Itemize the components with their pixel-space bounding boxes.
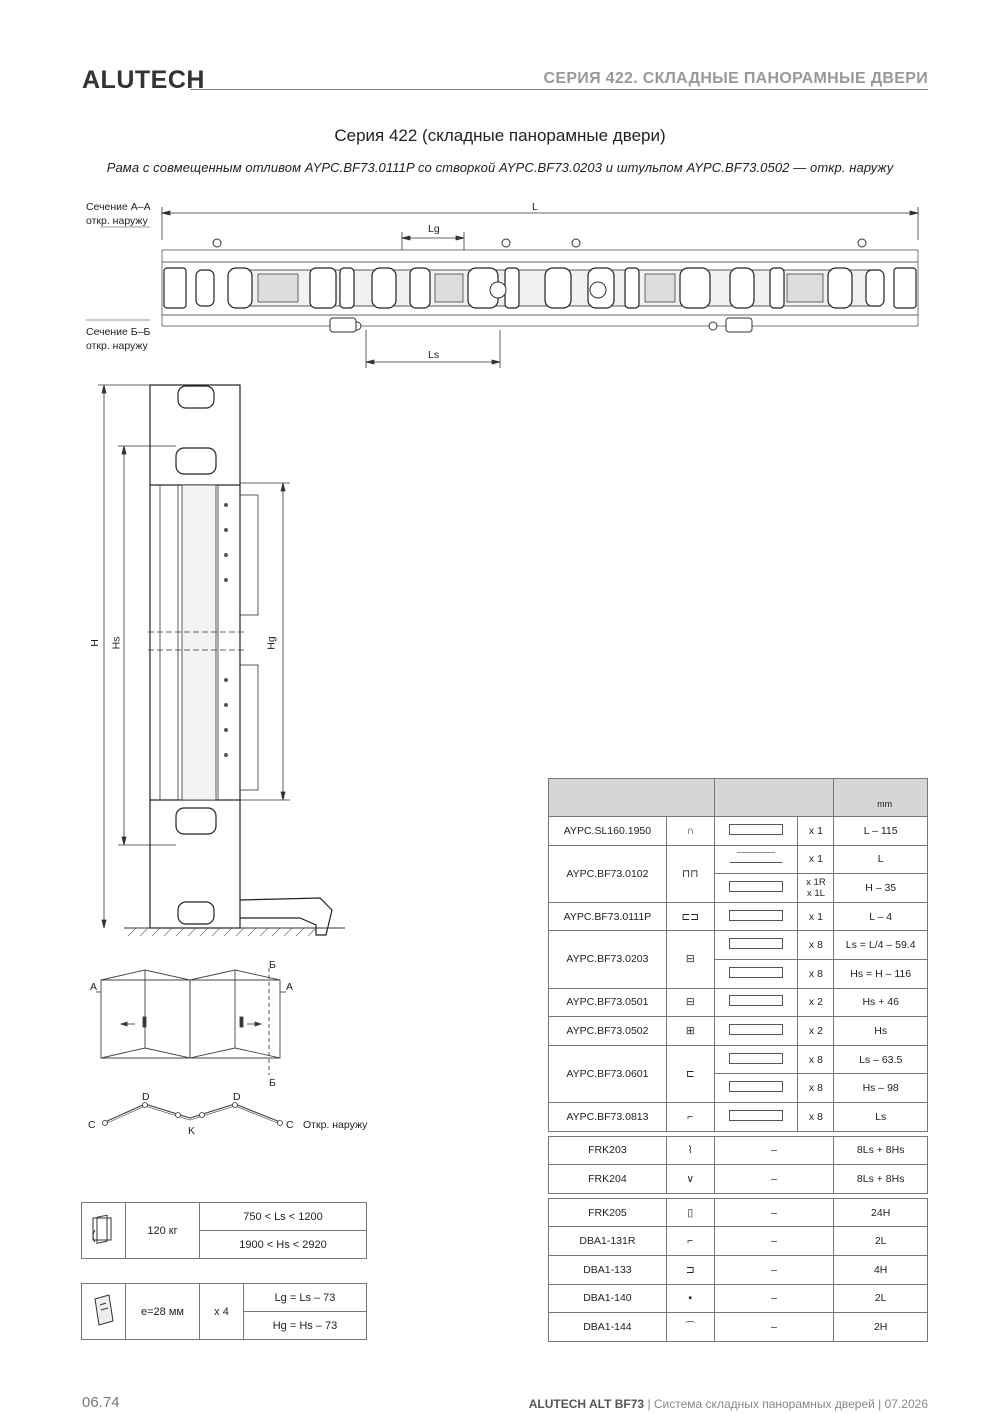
- cut-shape: [714, 931, 798, 960]
- cut-shape: [714, 874, 798, 903]
- table-row: [549, 1198, 928, 1227]
- qty: –: [714, 1313, 834, 1342]
- qty: x 8: [798, 931, 834, 960]
- profile-icon: ⊞: [666, 1017, 714, 1046]
- qty: –: [714, 1255, 834, 1284]
- formula: L – 4: [834, 902, 928, 931]
- formula: 4H: [834, 1255, 928, 1284]
- table-row: [549, 1313, 928, 1342]
- table-row: [549, 1102, 928, 1131]
- page-subtitle: Рама с совмещенным отливом AYPC.BF73.0111P со створкой AYPC.BF73.0203 и штульпом AYPC.BF73.0502 — откр. наружу: [106, 160, 894, 175]
- accessory-icon: ▯: [666, 1198, 714, 1227]
- page-title: Серия 422 (складные панорамные двери): [334, 126, 666, 145]
- profile-icon: ∩: [666, 817, 714, 846]
- dim-h-label: H: [88, 639, 101, 647]
- formula: 24H: [834, 1198, 928, 1227]
- profile-icon: ⊏: [666, 1045, 714, 1102]
- plan-c-left: C: [88, 1119, 96, 1131]
- table-row: [549, 845, 928, 874]
- brand-logo: ALUTECH: [82, 66, 205, 94]
- accessory-icon: ⌒: [666, 1313, 714, 1342]
- table-row: [549, 988, 928, 1017]
- seal-icon: ⌇: [666, 1136, 714, 1165]
- article: FRK203: [549, 1136, 667, 1165]
- cut-shape: [714, 817, 798, 846]
- qty: –: [714, 1284, 834, 1313]
- formula: Hs + 46: [834, 988, 928, 1017]
- table-row: [549, 1045, 928, 1074]
- qty: –: [714, 1165, 834, 1194]
- plan-c-right: C: [286, 1119, 294, 1131]
- plan-k: K: [188, 1125, 196, 1137]
- article: DBA1-140: [549, 1284, 667, 1313]
- formula: Hs – 98: [834, 1074, 928, 1103]
- cut-shape: [714, 1017, 798, 1046]
- glass-table: [81, 1283, 367, 1340]
- article: DBA1-131R: [549, 1227, 667, 1256]
- formula: 8Ls + 8Hs: [834, 1136, 928, 1165]
- table-row: [549, 1284, 928, 1313]
- section-bb-title: Сечение Б–Б: [86, 326, 151, 338]
- dim-hg-label: Hg: [265, 636, 278, 650]
- accessory-icon: ⊐: [666, 1255, 714, 1284]
- article: AYPC.BF73.0102: [549, 845, 667, 902]
- weight-value: 120 кг: [126, 1203, 200, 1259]
- hs-range: 1900 < Hs < 2920: [200, 1231, 367, 1259]
- glass-count: x 4: [200, 1284, 244, 1340]
- profile-icon: ⊟: [666, 988, 714, 1017]
- hg-formula: Hg = Hs – 73: [244, 1312, 367, 1340]
- formula: L: [834, 845, 928, 874]
- formula: 2L: [834, 1284, 928, 1313]
- plan-open-out: Откр. наружу: [303, 1119, 368, 1131]
- formula: 8Ls + 8Hs: [834, 1165, 928, 1194]
- formula: Hs = H – 116: [834, 959, 928, 988]
- profile-icon: ⊏⊐: [666, 902, 714, 931]
- elev-a-right: A: [286, 981, 294, 993]
- formula: 2H: [834, 1313, 928, 1342]
- profile-icon: ⌐: [666, 1102, 714, 1131]
- article: AYPC.SL160.1950: [549, 817, 667, 846]
- profile-col-header: [549, 779, 715, 817]
- door-icon: [82, 1203, 126, 1259]
- formula: 2L: [834, 1227, 928, 1256]
- cut-shape: [714, 845, 798, 874]
- article: AYPC.BF73.0502: [549, 1017, 667, 1046]
- formula: L – 115: [834, 817, 928, 846]
- qty: x 8: [798, 1045, 834, 1074]
- dim-ls-label: Ls: [428, 349, 440, 361]
- table-row: [549, 1165, 928, 1194]
- table-row: [549, 1255, 928, 1284]
- formula: Ls – 63.5: [834, 1045, 928, 1074]
- saw-col-header: [714, 779, 834, 817]
- dim-lg-label: Lg: [428, 223, 440, 235]
- elev-a-left: A: [90, 981, 98, 993]
- qty: –: [714, 1136, 834, 1165]
- article: AYPC.BF73.0601: [549, 1045, 667, 1102]
- table-row: [549, 1017, 928, 1046]
- glass-icon: [82, 1284, 126, 1340]
- footer-caption: [529, 1397, 928, 1411]
- cut-shape: [714, 1045, 798, 1074]
- article: DBA1-144: [549, 1313, 667, 1342]
- formula: Ls = L/4 – 59.4: [834, 931, 928, 960]
- cut-shape: [714, 1102, 798, 1131]
- series-title: СЕРИЯ 422. СКЛАДНЫЕ ПАНОРАМНЫЕ ДВЕРИ: [543, 70, 928, 87]
- ls-range: 750 < Ls < 1200: [200, 1203, 367, 1231]
- qty: x 1R x 1L: [798, 874, 834, 903]
- accessory-icon: ▪: [666, 1284, 714, 1313]
- table-row: [549, 1136, 928, 1165]
- footer-product: ALUTECH ALT BF73: [528, 1397, 645, 1411]
- article: FRK205: [549, 1198, 667, 1227]
- table-row: [549, 931, 928, 960]
- table-row: [549, 817, 928, 846]
- glass-thickness: e=28 мм: [126, 1284, 200, 1340]
- dim-l-label: L: [532, 201, 538, 213]
- qty: x 8: [798, 1102, 834, 1131]
- elev-b-top: Б: [269, 959, 276, 971]
- dim-hs-label: Hs: [110, 636, 123, 650]
- cut-shape: [714, 902, 798, 931]
- accessory-icon: ⌐: [666, 1227, 714, 1256]
- cut-shape: [714, 988, 798, 1017]
- formula: Hs: [834, 1017, 928, 1046]
- section-aa-sub: откр. наружу: [86, 215, 148, 227]
- profile-icon: ⊟: [666, 931, 714, 988]
- weight-table: [81, 1202, 367, 1259]
- formula: Ls: [834, 1102, 928, 1131]
- section-bb-sub: откр. наружу: [86, 340, 148, 352]
- qty: x 1: [798, 845, 834, 874]
- article: DBA1-133: [549, 1255, 667, 1284]
- footer-desc: | Система складных панорамных дверей | 07.2026: [644, 1397, 928, 1411]
- cutting-spec-table: [548, 778, 928, 1342]
- cut-shape: [714, 1074, 798, 1103]
- caliper-col-header: [834, 779, 928, 817]
- plan-d-left: D: [142, 1091, 150, 1103]
- lg-formula: Lg = Ls – 73: [244, 1284, 367, 1312]
- profile-icon: ⊓⊓: [666, 845, 714, 902]
- elev-b-bottom: Б: [269, 1077, 276, 1089]
- table-row: [549, 1227, 928, 1256]
- article: AYPC.BF73.0111P: [549, 902, 667, 931]
- qty: –: [714, 1198, 834, 1227]
- formula: H – 35: [834, 874, 928, 903]
- qty: x 2: [798, 988, 834, 1017]
- article: AYPC.BF73.0203: [549, 931, 667, 988]
- table-row: [549, 902, 928, 931]
- article: FRK204: [549, 1165, 667, 1194]
- caliper-unit: mm: [877, 798, 893, 809]
- article: AYPC.BF73.0501: [549, 988, 667, 1017]
- qty: x 2: [798, 1017, 834, 1046]
- article: AYPC.BF73.0813: [549, 1102, 667, 1131]
- qty: –: [714, 1227, 834, 1256]
- qty: x 1: [798, 817, 834, 846]
- plan-d-right: D: [233, 1091, 241, 1103]
- cut-shape: [714, 959, 798, 988]
- qty: x 8: [798, 959, 834, 988]
- section-aa-title: Сечение А–А: [86, 201, 151, 213]
- qty: x 1: [798, 902, 834, 931]
- page-number: 06.74: [82, 1394, 120, 1411]
- seal-icon: ∨: [666, 1165, 714, 1194]
- qty: x 8: [798, 1074, 834, 1103]
